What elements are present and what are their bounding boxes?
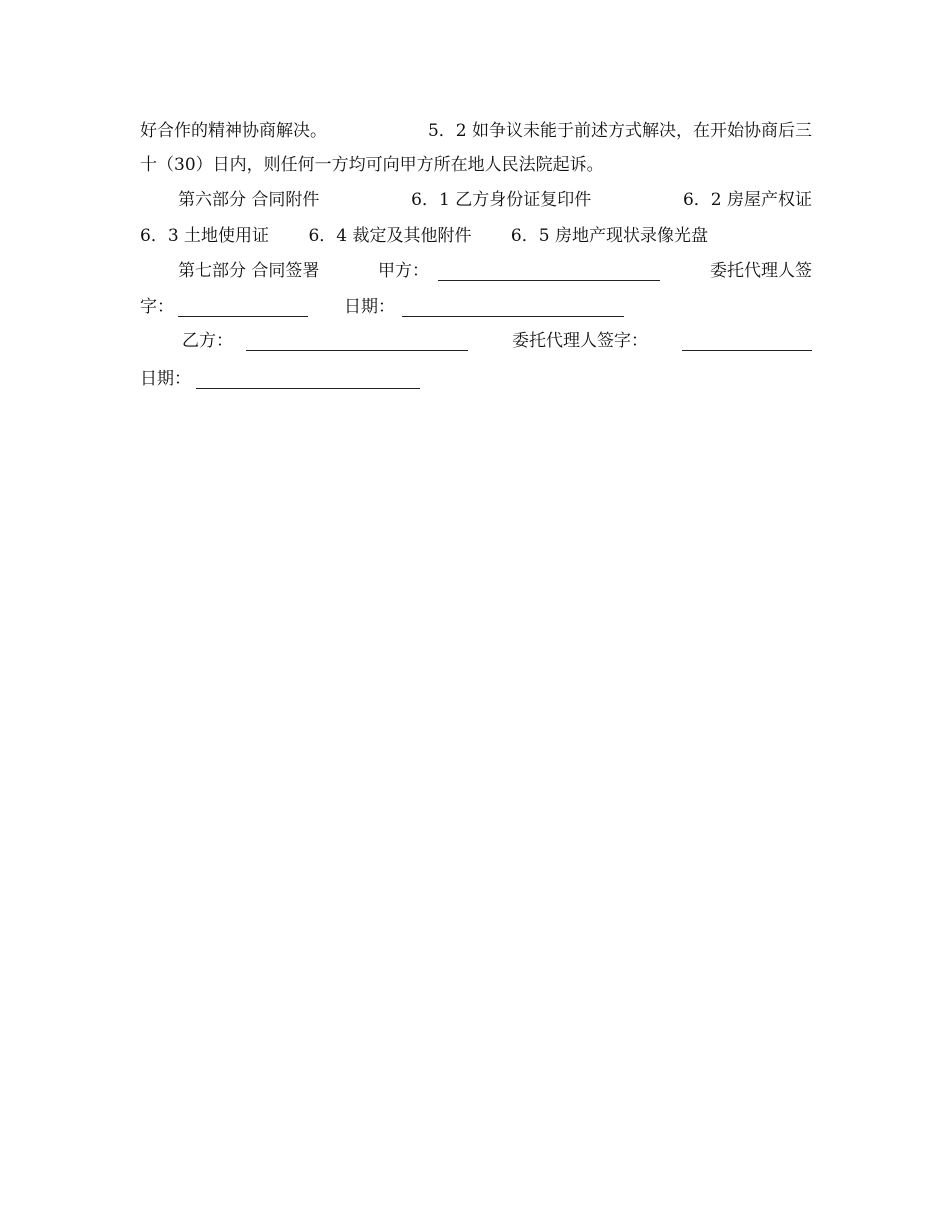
party-b-signature-blank (246, 332, 468, 351)
agent-signature-label-a: 委托代理人签 (710, 261, 812, 281)
text-line-4 (140, 221, 812, 251)
text-segment: 6．5 房地产现状录像光盘 (510, 226, 708, 246)
date-blank-a (402, 298, 624, 317)
party-b-label: 乙方： (182, 331, 233, 351)
text-segment: 字： (140, 297, 174, 317)
text-line-7 (140, 326, 812, 356)
text-segment: 十（30）日内，则任何一方均可向甲方所在地人民法院起诉。 (140, 155, 604, 175)
agent-signature-blank-b (682, 332, 812, 351)
date-label-b: 日期： (140, 369, 191, 389)
text-line-2 (140, 150, 812, 180)
section-heading-attachments: 第六部分 合同附件 (178, 190, 320, 210)
text-line-3 (140, 185, 812, 215)
agent-signature-blank-a (178, 298, 308, 317)
text-line-1 (140, 116, 812, 146)
date-blank-b (196, 370, 420, 389)
text-line-6 (140, 292, 812, 322)
text-segment: 好合作的精神协商解决。 (140, 121, 327, 141)
text-segment: 5．2 如争议未能于前述方式解决，在开始协商后三 (427, 121, 812, 141)
party-a-signature-blank (438, 262, 660, 281)
text-segment: 6．3 土地使用证 (140, 226, 270, 246)
text-segment: 6．4 裁定及其他附件 (308, 226, 472, 246)
text-segment: 6．2 房屋产权证 (682, 190, 812, 210)
section-heading-signing: 第七部分 合同签署 (178, 261, 320, 281)
date-label-a: 日期： (344, 297, 395, 317)
text-line-5 (140, 256, 812, 286)
agent-signature-label-b: 委托代理人签字： (512, 331, 648, 351)
text-segment: 6．1 乙方身份证复印件 (411, 190, 592, 210)
party-a-label: 甲方： (378, 261, 429, 281)
text-line-8 (140, 364, 812, 394)
